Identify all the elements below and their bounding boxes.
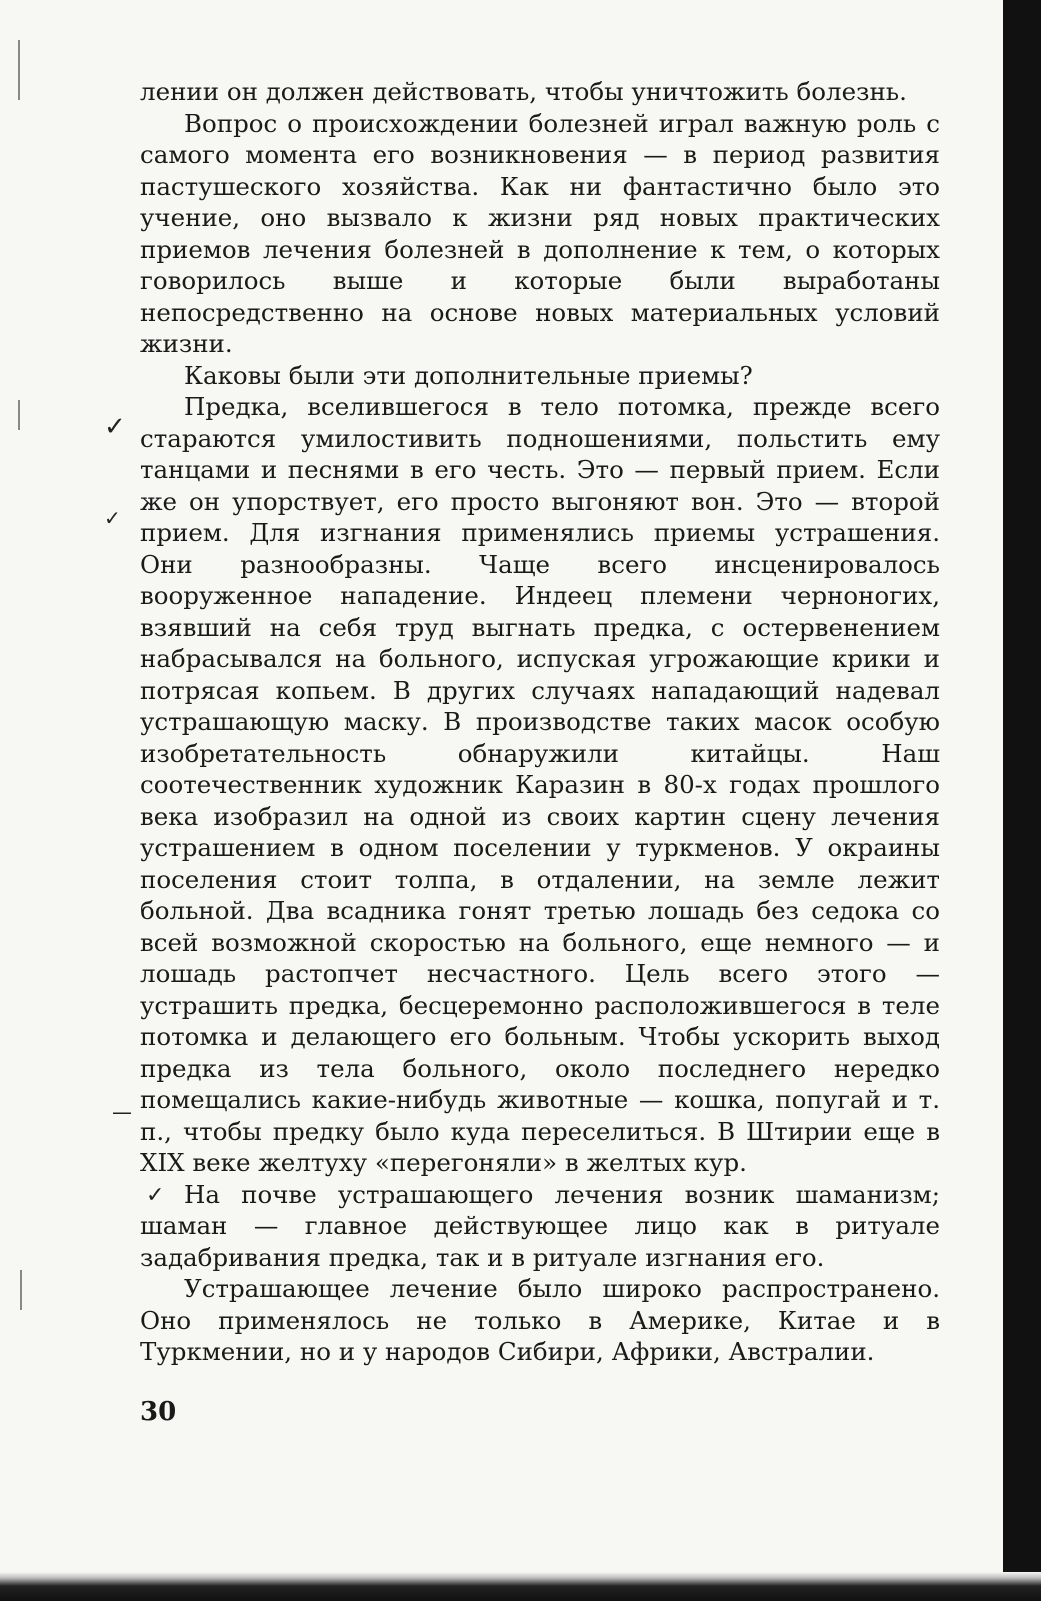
paragraph: Предка, вселившегося в тело потомка, прежде всего стараются умилостивить подношениями, польстить ему танцами и песнями в его честь. Это — первый прием. Если же он упорствует, его просто выгоняют вон. Это — второй прием. Для изгнания применялись приемы устрашения. Они разнообразны. Чаще всего инсценировалось вооруженное нападение. Индеец племени черноногих, взявший на себя труд выгнать предка, с остервенением набрасывался на больного, испуская угрожающие крики и потрясая копьем. В других случаях нападающий надевал устрашающую маску. В производстве таких масок особую изобретательность обнаружили китайцы. Наш соотечественник художник Каразин в 80-х годах прошлого века изобразил на одной из своих картин сцену лечения устрашением в одном поселении у туркменов. У окраины поселения стоит толпа, в отдалении, на земле лежит больной. Два всадника гонят третью лошадь без седока со всей возможной скоростью на больного, еще немного — и лошадь растопчет несчастного. Цель всего этого — устрашить предка, бесцеремонно расположившегося в теле потомка и делающего его больным. Чтобы ускорить выход предка из тела больного, около последнего нередко помещались какие-нибудь животные — кошка, попугай и т. п., чтобы предку было куда переселиться. В Штирии еще в XIX веке желтуху «перегоняли» в желтых кур. [140, 392, 940, 1177]
margin-check-mark-icon: ✓ [146, 1183, 165, 1208]
paragraph: лении он должен действовать, чтобы уничтожить болезнь. [140, 77, 907, 106]
paragraph: Вопрос о происхождении болезней играл важную роль с самого момента его возникновения — в период развития пастушеского хозяйства. Как ни фантастично было это учение, оно вызвало к жизни ряд новых практических приемов лечения болезней в дополнение к тем, о которых говорилось выше и которые были выработаны непосредственно на основе новых материальных условий жизни. [140, 108, 940, 358]
scan-dark-edge-bottom [0, 1572, 1041, 1601]
body-text [140, 76, 940, 1368]
scan-artifact-line [20, 1270, 22, 1310]
scan-artifact-line [18, 400, 20, 430]
scan-dark-edge-right [1003, 0, 1041, 1601]
scan-artifact-line [18, 40, 20, 100]
margin-check-mark-icon: ✓ [104, 412, 126, 442]
paragraph: Устрашающее лечение было широко распространено. Оно применялось не только в Америке, Китае и в Туркмении, но и у народов Сибири, Африки, Австралии. [140, 1274, 940, 1366]
page-number: 30 [140, 1397, 177, 1427]
paragraph: На почве устрашающего лечения возник шаманизм; шаман — главное действующее лицо как в ритуале задабривания предка, так и в ритуале изгнания его. [140, 1179, 940, 1272]
paragraph: Каковы были эти дополнительные приемы? [184, 360, 753, 390]
margin-underline-mark: — [112, 1100, 132, 1124]
margin-check-mark-icon: ✓ [104, 506, 121, 530]
